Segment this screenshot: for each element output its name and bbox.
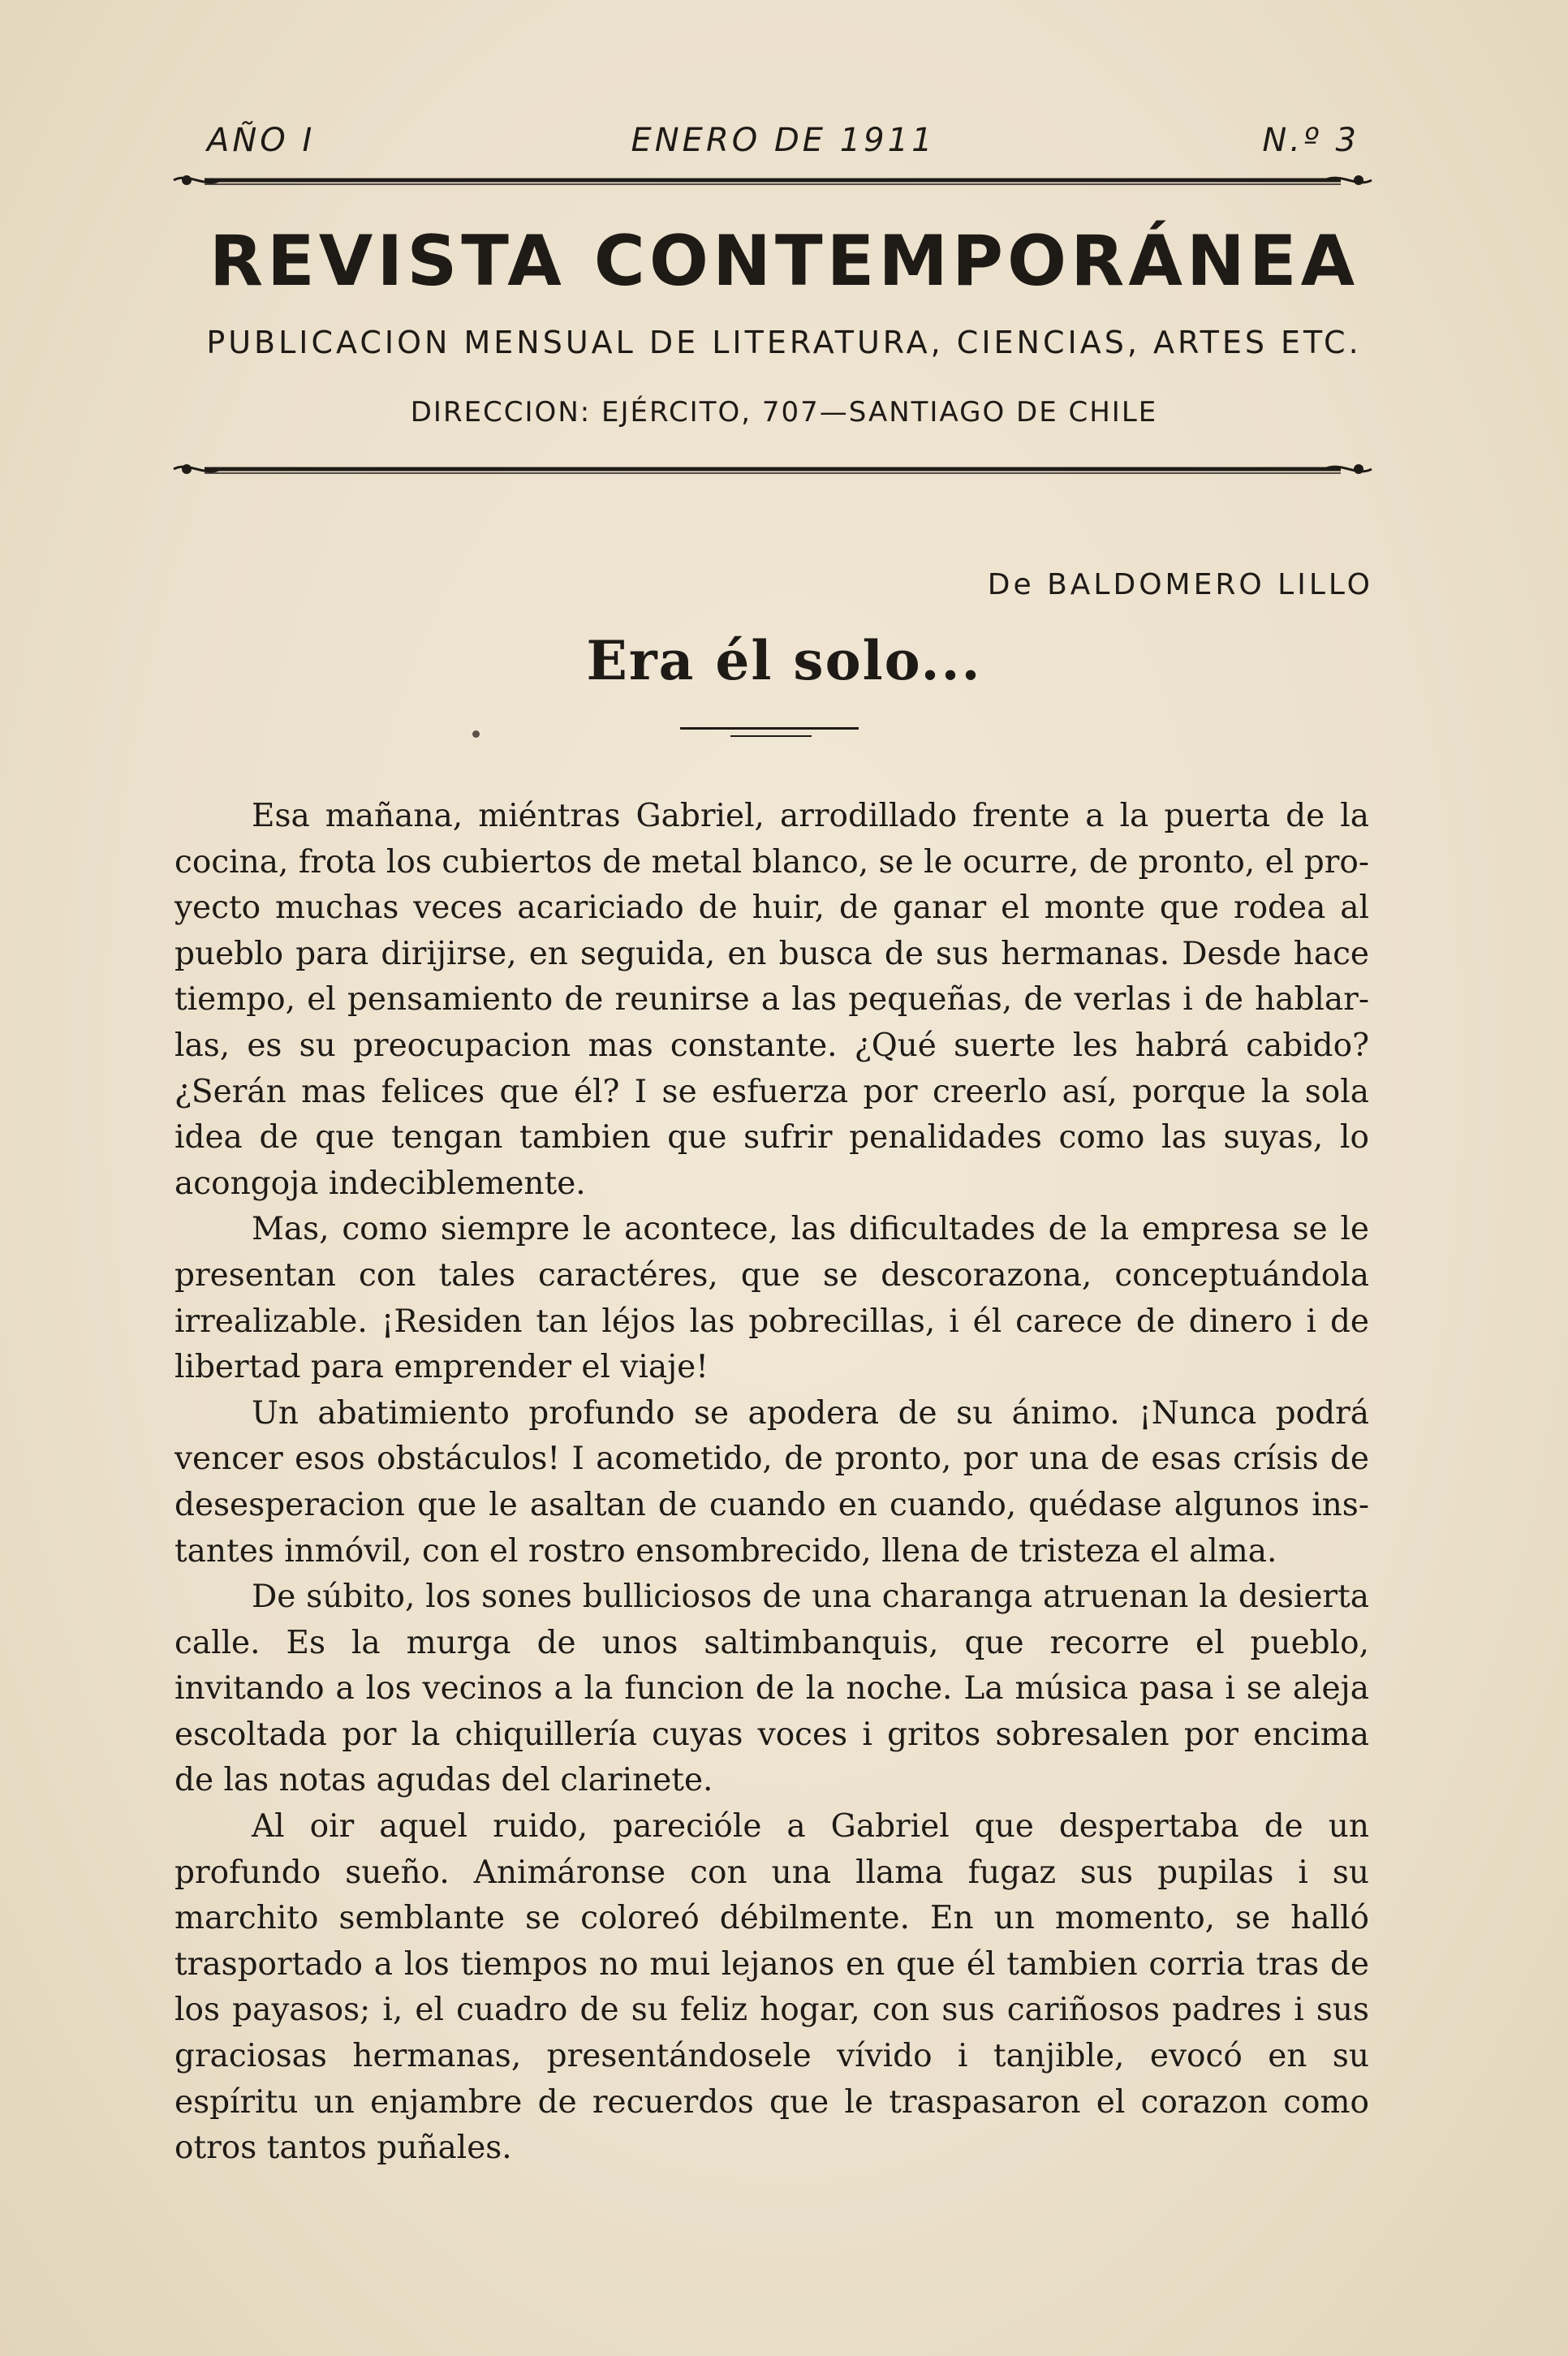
paragraph-3: Un abatimiento profundo se apodera de su ánimo. ¡Nunca podrá vencer esos obstáculos! I acometido, de pronto, por una de esas crísis de desesperacion que le asaltan de cuando en cuando, quédase algunos instantes inmóvil, con el rostro ensombrecido, llena de tristeza el alma. [174, 1394, 1369, 1570]
magazine-title: REVISTA CONTEMPORÁNEA [209, 221, 1359, 302]
title-rule [680, 727, 859, 730]
magazine-subtitle: PUBLICACION MENSUAL DE LITERATURA, CIENCIAS, ARTES ETC. [206, 325, 1362, 360]
article-byline: De BALDOMERO LILLO [987, 568, 1373, 601]
paragraph-2: Mas, como siempre le acontece, las dificultades de la empresa se le presentan con tales caractéres, que se descorazona, conceptuándola irrealizable. ¡Residen tan léjos las pobrecillas, i él carece de dinero i de libertad para emprender el viaje! [174, 1211, 1369, 1386]
issue-number: N.º 3 [1262, 122, 1359, 159]
issue-date: ENERO DE 1911 [631, 122, 936, 159]
masthead-top-line [207, 122, 1359, 170]
paragraph-5: Al oir aquel ruido, parecióle a Gabriel que despertaba de un profundo sueño. Animáronse con una llama fugaz sus pupilas i su marchito semblante se coloreó débilmente. En un momento, se halló trasportado a los tiempos no mui lejanos en que él tambien corria tras de los payasos; i, el cuadro de su feliz hogar, con sus cariñosos padres i sus graciosas hermanas, presentándosele vívido i tanjible, evocó en su espíritu un enjambre de recuerdos que le traspasaron el corazon como otros tantos puñales. [174, 1808, 1369, 2167]
title-rule-short [730, 735, 812, 737]
paragraph-1: Esa mañana, miéntras Gabriel, arrodillado frente a la puerta de la cocina, frota los cubiertos de metal blanco, se le ocurre, de pronto, el proyecto muchas veces acariciado de huir, de ganar el monte que rodea al pueblo para dirijirse, en seguida, en busca de sus hermanas. Desde hace tiempo, el pensamiento de reunirse a las pequeñas, de verlas i de hablarlas, es su preocupacion mas constante. ¿Qué suerte les habrá cabido? ¿Serán mas felices que él? I se esfuerza por creerlo así, porque la sola idea de que tengan tambien que sufrir penalidades como las suyas, lo acongoja indeciblemente. [174, 798, 1369, 1202]
ornamental-rule-bottom [172, 459, 1373, 479]
ink-speck [472, 730, 480, 738]
paragraph-4: De súbito, los sones bulliciosos de una charanga atruenan la desierta calle. Es la murga de unos saltimbanquis, que recorre el pueblo, invitando a los vecinos a la funcion de la noche. La música pasa i se aleja escoltada por la chiquillería cuyas voces i gritos sobresalen por encima de las notas agudas del clarinete. [174, 1579, 1369, 1799]
magazine-address: DIRECCION: EJÉRCITO, 707—SANTIAGO DE CHILE [410, 396, 1158, 429]
article-body [174, 794, 1369, 2172]
ornamental-rule-top [172, 170, 1373, 190]
article-title: Era él solo... [586, 629, 982, 692]
issue-year: AÑO I [207, 122, 316, 159]
